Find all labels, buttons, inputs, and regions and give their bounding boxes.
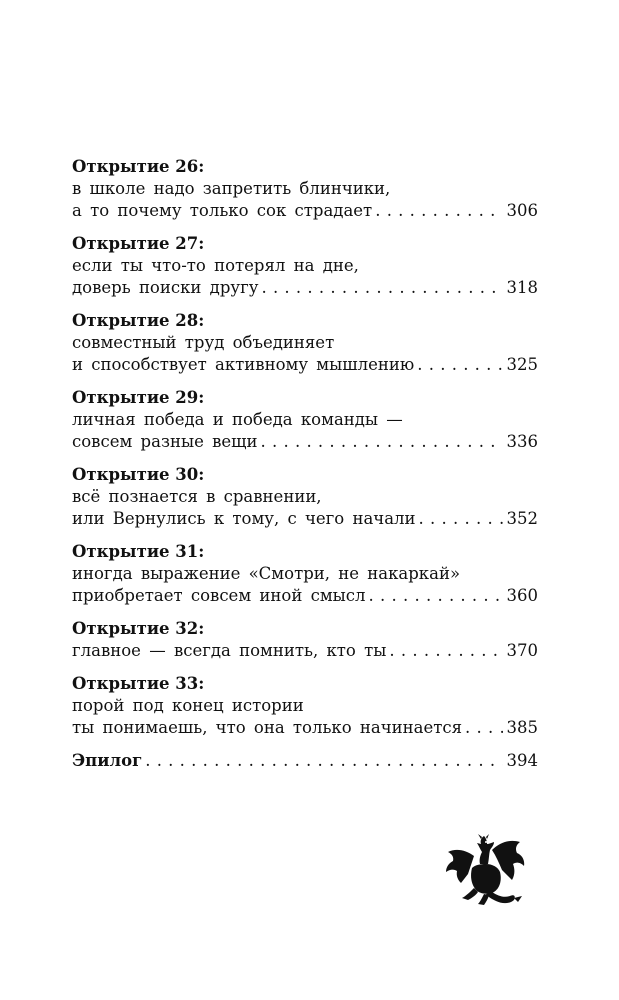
- entry-title: Открытие 33:: [72, 674, 205, 693]
- entry-title: Открытие 29:: [72, 388, 205, 407]
- dot-leader: [260, 431, 502, 453]
- entry-last-line: [72, 717, 538, 739]
- dot-leader: [145, 750, 502, 772]
- entry-line: порой под конец истории: [72, 696, 304, 715]
- entry-last-line: [72, 640, 538, 662]
- dot-leader: [417, 354, 502, 376]
- entry-last-line: [72, 277, 538, 299]
- entry-last-line: [72, 585, 538, 607]
- entry-line: и способствует активному мышлению: [72, 355, 415, 374]
- entry-title: Открытие 31:: [72, 542, 205, 561]
- entry-line: доверь поиски другу: [72, 278, 259, 297]
- entry-last-line: [72, 200, 538, 222]
- entry-last-line: [72, 354, 538, 376]
- entry-last-line: [72, 508, 538, 530]
- entry-line: совместный труд объединяет: [72, 333, 335, 352]
- entry-line: приобретает совсем иной смысл: [72, 586, 366, 605]
- entry-line: а то почему только сок страдает: [72, 201, 373, 220]
- dot-leader: [369, 585, 503, 607]
- page-number: 325: [506, 355, 538, 374]
- toc-entry-26[interactable]: [72, 156, 538, 222]
- entry-title: Открытие 30:: [72, 465, 205, 484]
- page-number: 360: [506, 586, 538, 605]
- toc-entry-31[interactable]: [72, 541, 538, 607]
- page-number: 336: [506, 432, 538, 451]
- page-number: 352: [506, 509, 538, 528]
- dot-leader: [465, 717, 502, 739]
- toc-entry-epilogue[interactable]: [72, 750, 538, 772]
- entry-line: совсем разные вещи: [72, 432, 258, 451]
- toc-entry-33[interactable]: [72, 673, 538, 739]
- dot-leader: [389, 640, 502, 662]
- epilogue-label: Эпилог: [72, 751, 143, 770]
- entry-title: Открытие 28:: [72, 311, 205, 330]
- entry-line: иногда выражение «Смотри, не накаркай»: [72, 564, 461, 583]
- page-number: 318: [506, 278, 538, 297]
- page-number: 306: [506, 201, 538, 220]
- page-number: 394: [506, 751, 538, 770]
- table-of-contents: [72, 156, 538, 783]
- toc-entry-32[interactable]: [72, 618, 538, 662]
- toc-entry-30[interactable]: [72, 464, 538, 530]
- entry-title: Открытие 27:: [72, 234, 205, 253]
- entry-line: главное — всегда помнить, кто ты: [72, 641, 387, 660]
- toc-entry-27[interactable]: [72, 233, 538, 299]
- entry-line: если ты что-то потерял на дне,: [72, 256, 359, 275]
- entry-last-line: [72, 431, 538, 453]
- dot-leader: [419, 508, 503, 530]
- entry-line: всё познается в сравнении,: [72, 487, 322, 506]
- toc-entry-29[interactable]: [72, 387, 538, 453]
- entry-line: или Вернулись к тому, с чего начали: [72, 509, 416, 528]
- entry-title: Открытие 32:: [72, 619, 205, 638]
- entry-last-line: [72, 750, 538, 772]
- dragon-icon: [444, 834, 526, 906]
- dot-leader: [261, 277, 502, 299]
- entry-line: личная победа и победа команды —: [72, 410, 403, 429]
- dot-leader: [375, 200, 502, 222]
- entry-title: Открытие 26:: [72, 157, 205, 176]
- toc-entry-28[interactable]: [72, 310, 538, 376]
- page-number: 370: [506, 641, 538, 660]
- entry-line: в школе надо запретить блинчики,: [72, 179, 391, 198]
- entry-line: ты понимаешь, что она только начинается: [72, 718, 463, 737]
- page-number: 385: [506, 718, 538, 737]
